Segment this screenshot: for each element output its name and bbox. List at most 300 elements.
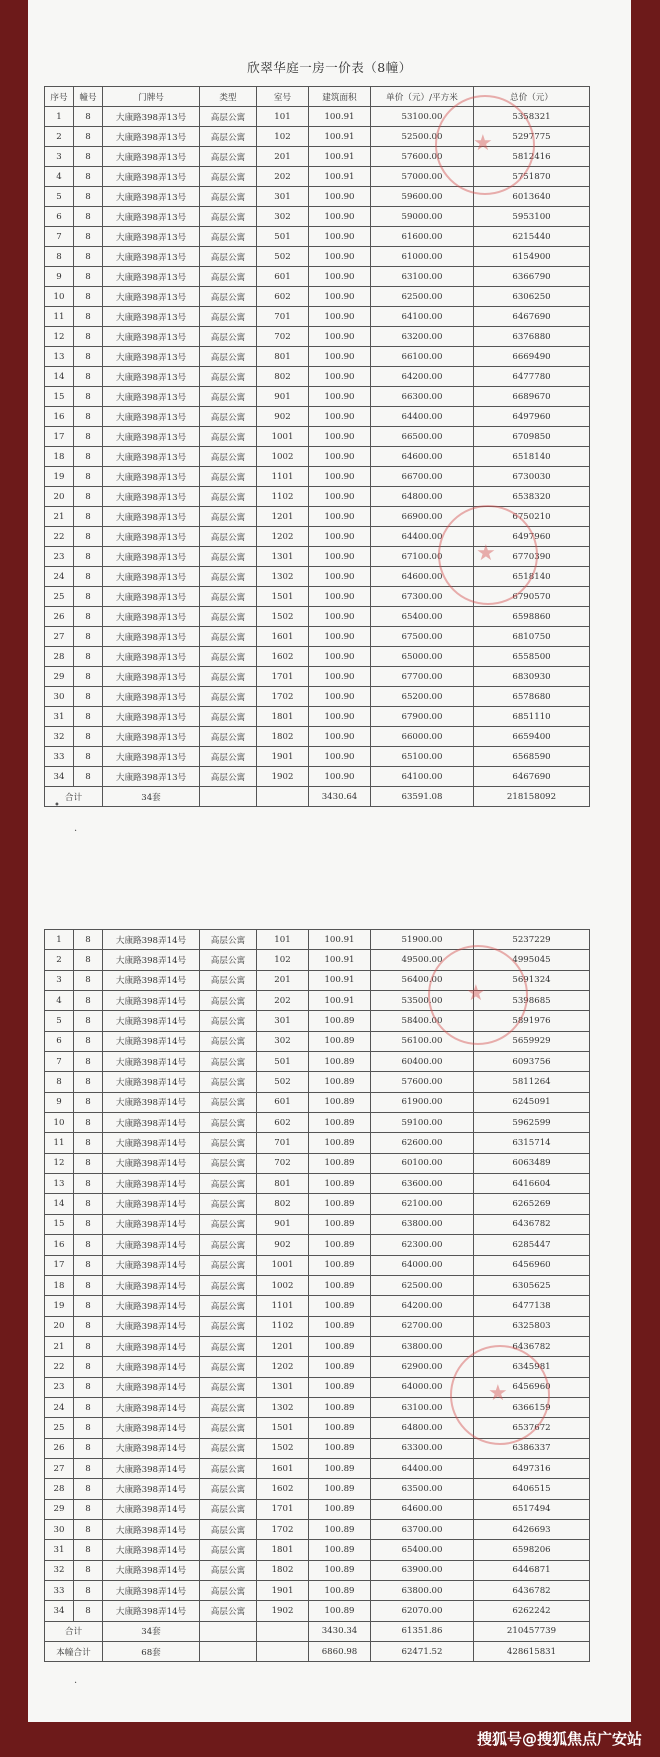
table-cell: 1301 [257,1377,309,1397]
table-cell: 21 [45,1336,74,1356]
seal-stamp [435,95,535,195]
table-cell: 5953100 [474,207,590,227]
empty-cell [200,1621,257,1641]
table-cell: 62300.00 [371,1235,474,1255]
table-cell: 高层公寓 [200,487,257,507]
table-cell: 高层公寓 [200,1174,257,1194]
table-cell: 大康路398弄13号 [103,267,200,287]
table-cell: 高层公寓 [200,567,257,587]
table-cell: 100.89 [309,1499,371,1519]
table-cell: 6416604 [474,1174,590,1194]
table-cell: 高层公寓 [200,107,257,127]
table-cell: 100.89 [309,1153,371,1173]
table-cell: 100.89 [309,1601,371,1621]
table-cell: 8 [74,1499,103,1519]
table-cell: 802 [257,1194,309,1214]
table-cell: 8 [74,930,103,950]
table-cell: 29 [45,1499,74,1519]
table-row [45,1316,590,1336]
table-cell: 8 [74,1479,103,1499]
table-cell: 1102 [257,487,309,507]
table-cell: 28 [45,1479,74,1499]
table-cell: 8 [74,187,103,207]
table-cell: 18 [45,447,74,467]
table-cell: 大康路398弄14号 [103,1499,200,1519]
table-cell: 100.89 [309,1438,371,1458]
table-cell: 100.90 [309,287,371,307]
table-cell: 28 [45,647,74,667]
table-cell: 5751870 [474,167,590,187]
table-cell: 5811264 [474,1072,590,1092]
table-cell: 1502 [257,1438,309,1458]
table-cell: 大康路398弄13号 [103,207,200,227]
table-cell: 大康路398弄14号 [103,1336,200,1356]
table-cell: 6063489 [474,1153,590,1173]
table-cell: 66000.00 [371,727,474,747]
table-cell: 62700.00 [371,1316,474,1336]
table-cell: 1601 [257,1458,309,1478]
table-cell: 高层公寓 [200,607,257,627]
table-cell: 6598860 [474,607,590,627]
table-cell: 大康路398弄14号 [103,1418,200,1438]
table-row [45,607,590,627]
table-cell: 1902 [257,767,309,787]
subtotal-price: 61351.86 [371,1621,474,1641]
table-cell: 1202 [257,527,309,547]
table-cell: 100.89 [309,1519,371,1539]
table-cell: 57600.00 [371,1072,474,1092]
table-cell: 大康路398弄13号 [103,427,200,447]
table-cell: 701 [257,307,309,327]
table-cell: 高层公寓 [200,187,257,207]
table-row [45,1540,590,1560]
table-cell: 100.89 [309,1357,371,1377]
table-cell: 100.90 [309,187,371,207]
table-cell: 901 [257,1214,309,1234]
table-cell: 62600.00 [371,1133,474,1153]
table-row [45,487,590,507]
table-cell: 1001 [257,427,309,447]
table-cell: 100.89 [309,1194,371,1214]
table-cell: 8 [74,1458,103,1478]
table-cell: 大康路398弄14号 [103,1214,200,1234]
table-cell: 大康路398弄14号 [103,1113,200,1133]
table-cell: 6436782 [474,1214,590,1234]
table-cell: 100.89 [309,1113,371,1133]
table-cell: 25 [45,1418,74,1438]
table-row [45,367,590,387]
table-cell: 32 [45,1560,74,1580]
table-cell: 6790570 [474,587,590,607]
table-cell: 8 [74,970,103,990]
table-cell: 100.91 [309,991,371,1011]
table-cell: 100.89 [309,1397,371,1417]
table-cell: 大康路398弄14号 [103,1031,200,1051]
table-row [45,1581,590,1601]
table-cell: 大康路398弄13号 [103,287,200,307]
table-cell: 8 [74,307,103,327]
table-cell: 8 [74,367,103,387]
table-cell: 100.89 [309,1255,371,1275]
table-cell: 6477780 [474,367,590,387]
table-cell: 5358321 [474,107,590,127]
table-cell: 26 [45,607,74,627]
table-cell: 6366790 [474,267,590,287]
table-cell: 32 [45,727,74,747]
watermark-text: 搜狐号@搜狐焦点广安站 [476,1730,642,1748]
table-cell: 64400.00 [371,1458,474,1478]
table-cell: 13 [45,1174,74,1194]
table-cell: 8 [74,247,103,267]
table-cell: 17 [45,427,74,447]
table-cell: 高层公寓 [200,1316,257,1336]
table-cell: 902 [257,407,309,427]
table-cell: 高层公寓 [200,647,257,667]
table-row [45,930,590,950]
table-cell: 67700.00 [371,667,474,687]
table-cell: 11 [45,307,74,327]
table-cell: 8 [74,467,103,487]
subtotal-area: 3430.64 [309,787,371,807]
table-cell: 高层公寓 [200,1072,257,1092]
table-cell: 1201 [257,507,309,527]
table-cell: 6456960 [474,1255,590,1275]
table-cell: 100.89 [309,1479,371,1499]
table-cell: 100.90 [309,647,371,667]
table-cell: 3 [45,147,74,167]
table-cell: 高层公寓 [200,1296,257,1316]
table-cell: 8 [74,1397,103,1417]
table-cell: 63800.00 [371,1581,474,1601]
table-cell: 1701 [257,667,309,687]
table-cell: 8 [74,1235,103,1255]
table-cell: 大康路398弄14号 [103,1540,200,1560]
table-row [45,447,590,467]
subtotal-area: 3430.34 [309,1621,371,1641]
empty-cell [257,1621,309,1641]
header-cell: 总价（元） [474,87,590,107]
table-cell: 高层公寓 [200,991,257,1011]
table-cell: 6537672 [474,1418,590,1438]
table-cell: 8 [74,1560,103,1580]
table-row [45,1133,590,1153]
table-cell: 1 [45,930,74,950]
table-cell: 64200.00 [371,1296,474,1316]
table-cell: 58400.00 [371,1011,474,1031]
table-cell: 8 [74,667,103,687]
table-cell: 5 [45,187,74,207]
table-cell: 大康路398弄13号 [103,387,200,407]
table-cell: 8 [74,1133,103,1153]
table-cell: 6376880 [474,327,590,347]
table-cell: 302 [257,1031,309,1051]
table-cell: 高层公寓 [200,147,257,167]
table-cell: 高层公寓 [200,747,257,767]
table-cell: 大康路398弄14号 [103,1052,200,1072]
table-cell: 6306250 [474,287,590,307]
table-cell: 66300.00 [371,387,474,407]
table-cell: 66700.00 [371,467,474,487]
table-cell: 17 [45,1255,74,1275]
table-cell: 1602 [257,1479,309,1499]
table-cell: 301 [257,1011,309,1031]
table-cell: 高层公寓 [200,367,257,387]
table-cell: 501 [257,227,309,247]
table-cell: 9 [45,1092,74,1112]
table-cell: 8 [74,167,103,187]
table-cell: 51900.00 [371,930,474,950]
empty-cell [200,1642,257,1662]
table-cell: 100.89 [309,1581,371,1601]
subtotal-count: 34套 [103,1621,200,1641]
table-cell: 801 [257,347,309,367]
table-cell: 高层公寓 [200,1560,257,1580]
table-cell: 63800.00 [371,1214,474,1234]
table-cell: 8 [74,767,103,787]
table-cell: 31 [45,1540,74,1560]
table-cell: 64200.00 [371,367,474,387]
table-cell: 60100.00 [371,1153,474,1173]
table-cell: 100.90 [309,627,371,647]
table-cell: 6245091 [474,1092,590,1112]
table-cell: 大康路398弄13号 [103,747,200,767]
table-cell: 5398685 [474,991,590,1011]
table-cell: 1702 [257,1519,309,1539]
table-cell: 100.89 [309,1133,371,1153]
table-cell: 14 [45,367,74,387]
table-cell: 1002 [257,447,309,467]
table-cell: 67100.00 [371,547,474,567]
table-cell: 高层公寓 [200,667,257,687]
table-cell: 高层公寓 [200,970,257,990]
table-cell: 62500.00 [371,287,474,307]
table-cell: 大康路398弄14号 [103,1519,200,1539]
header-cell: 序号 [45,87,74,107]
table-cell: 23 [45,547,74,567]
table-cell: 高层公寓 [200,1540,257,1560]
table-cell: 高层公寓 [200,950,257,970]
header-cell: 室号 [257,87,309,107]
table-cell: 8 [74,447,103,467]
table-row [45,707,590,727]
table-cell: 8 [45,1072,74,1092]
price-table-13 [44,86,590,807]
table-row [45,1235,590,1255]
table-cell: 12 [45,1153,74,1173]
table-cell: 高层公寓 [200,1052,257,1072]
table-cell: 6154900 [474,247,590,267]
table-cell: 15 [45,1214,74,1234]
table-cell: 100.89 [309,1540,371,1560]
table-cell: 100.89 [309,1092,371,1112]
table-cell: 6497316 [474,1458,590,1478]
table-cell: 6770390 [474,547,590,567]
table-row [45,1458,590,1478]
table-cell: 6659400 [474,727,590,747]
table-cell: 63900.00 [371,1560,474,1580]
table-cell: 6446871 [474,1560,590,1580]
table-cell: 100.90 [309,447,371,467]
table-cell: 64100.00 [371,307,474,327]
table-cell: 22 [45,1357,74,1377]
table-cell: 6568590 [474,747,590,767]
table-cell: 1301 [257,547,309,567]
table-cell: 100.90 [309,687,371,707]
table-cell: 大康路398弄14号 [103,1072,200,1092]
table-row [45,1479,590,1499]
table-cell: 8 [74,1011,103,1031]
table-row [45,307,590,327]
table-cell: 100.90 [309,507,371,527]
table-cell: 高层公寓 [200,1479,257,1499]
table-cell: 大康路398弄13号 [103,367,200,387]
table-cell: 100.91 [309,950,371,970]
table-cell: 大康路398弄13号 [103,347,200,367]
table-row [45,207,590,227]
table-cell: 30 [45,687,74,707]
table-cell: 大康路398弄14号 [103,1601,200,1621]
table-cell: 2 [45,127,74,147]
table-cell: 8 [74,727,103,747]
table-cell: 100.89 [309,1011,371,1031]
table-cell: 100.89 [309,1296,371,1316]
table-cell: 8 [74,407,103,427]
table-row [45,327,590,347]
table-cell: 100.90 [309,707,371,727]
table-cell: 19 [45,467,74,487]
grand-total-label: 本幢合计 [45,1642,103,1662]
table-cell: 23 [45,1377,74,1397]
table-cell: 高层公寓 [200,467,257,487]
table-cell: 67500.00 [371,627,474,647]
table-cell: 19 [45,1296,74,1316]
table-cell: 高层公寓 [200,627,257,647]
table-cell: 52500.00 [371,127,474,147]
table-cell: 100.89 [309,1316,371,1336]
table-row [45,767,590,787]
table-cell: 8 [74,1316,103,1336]
table-cell: 8 [74,527,103,547]
table-cell: 大康路398弄13号 [103,547,200,567]
table-cell: 1202 [257,1357,309,1377]
table-cell: 6689670 [474,387,590,407]
table-cell: 高层公寓 [200,327,257,347]
table-cell: 1901 [257,1581,309,1601]
table-cell: 大康路398弄14号 [103,1560,200,1580]
table-cell: 8 [74,1581,103,1601]
table-cell: 59000.00 [371,207,474,227]
table-cell: 1602 [257,647,309,667]
table-cell: 大康路398弄13号 [103,647,200,667]
table-row [45,1214,590,1234]
table-cell: 100.90 [309,247,371,267]
table-cell: 62500.00 [371,1275,474,1295]
table-cell: 8 [74,107,103,127]
table-cell: 大康路398弄14号 [103,1479,200,1499]
table-cell: 100.90 [309,267,371,287]
table-cell: 65400.00 [371,1540,474,1560]
table-cell: 20 [45,1316,74,1336]
table-cell: 100.90 [309,767,371,787]
table-row [45,1519,590,1539]
table-cell: 100.90 [309,667,371,687]
table-cell: 大康路398弄14号 [103,1153,200,1173]
table-cell: 101 [257,107,309,127]
table-cell: 100.89 [309,1235,371,1255]
table-cell: 26 [45,1438,74,1458]
table-cell: 6709850 [474,427,590,447]
table-row [45,1052,590,1072]
table-row [45,1560,590,1580]
table-cell: 5891976 [474,1011,590,1031]
table-cell: 4 [45,991,74,1011]
table-cell: 16 [45,407,74,427]
table-cell: 6305625 [474,1275,590,1295]
table-cell: 61900.00 [371,1092,474,1112]
table-cell: 64100.00 [371,767,474,787]
table-cell: 高层公寓 [200,1499,257,1519]
table-cell: 24 [45,567,74,587]
subtotal-label: 合计 [45,787,103,807]
header-cell: 幢号 [74,87,103,107]
table-cell: 100.90 [309,727,371,747]
table-cell: 100.91 [309,147,371,167]
table-cell: 62900.00 [371,1357,474,1377]
table-cell: 100.91 [309,167,371,187]
table-cell: 6851110 [474,707,590,727]
table-cell: 63600.00 [371,1174,474,1194]
table-cell: 2 [45,950,74,970]
table-cell: 高层公寓 [200,507,257,527]
table-cell: 6518140 [474,447,590,467]
table-cell: 100.90 [309,227,371,247]
table-cell: 100.90 [309,327,371,347]
table-cell: 100.89 [309,1377,371,1397]
table-cell: 100.91 [309,107,371,127]
table-row [45,1601,590,1621]
table-cell: 100.91 [309,970,371,990]
table-cell: 202 [257,991,309,1011]
table-cell: 18 [45,1275,74,1295]
table-row [45,647,590,667]
table-cell: 202 [257,167,309,187]
table-cell: 大康路398弄14号 [103,1255,200,1275]
table-cell: 8 [74,687,103,707]
table-row [45,1174,590,1194]
table-cell: 大康路398弄14号 [103,930,200,950]
table-cell: 大康路398弄14号 [103,1316,200,1336]
table-cell: 702 [257,327,309,347]
table-cell: 高层公寓 [200,1031,257,1051]
table-cell: 8 [74,347,103,367]
table-cell: 59600.00 [371,187,474,207]
table-cell: 4995045 [474,950,590,970]
table-cell: 8 [74,1153,103,1173]
subtotal-price: 63591.08 [371,787,474,807]
table-cell: 高层公寓 [200,1438,257,1458]
table-cell: 大康路398弄14号 [103,1296,200,1316]
table-row [45,1113,590,1133]
grand-total-area: 6860.98 [309,1642,371,1662]
table-row [45,1296,590,1316]
table-cell: 65400.00 [371,607,474,627]
table-cell: 49500.00 [371,950,474,970]
table-cell: 100.90 [309,427,371,447]
table-cell: 57600.00 [371,147,474,167]
table-cell: 100.90 [309,527,371,547]
empty-cell [257,787,309,807]
table-cell: 5812416 [474,147,590,167]
